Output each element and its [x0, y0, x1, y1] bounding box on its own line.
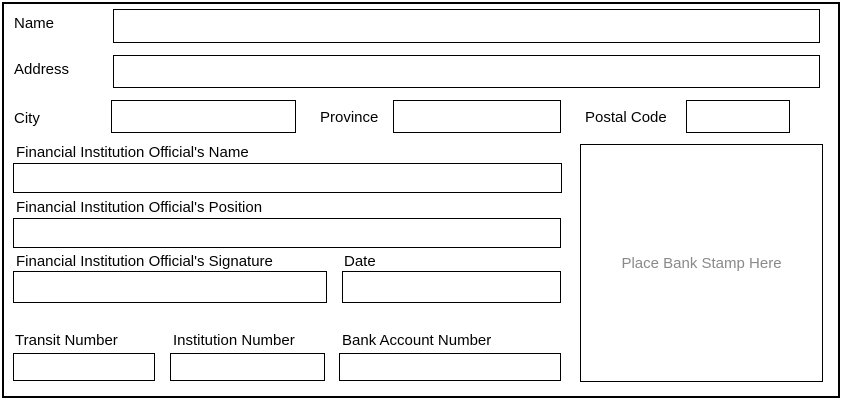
city-label: City	[14, 110, 40, 127]
transit-number-field[interactable]	[13, 353, 155, 381]
stamp-placeholder-text: Place Bank Stamp Here	[621, 254, 782, 272]
postal-code-label: Postal Code	[585, 109, 667, 126]
province-field[interactable]	[393, 100, 561, 133]
postal-code-field[interactable]	[686, 100, 790, 133]
bank-account-number-label: Bank Account Number	[342, 332, 492, 349]
city-field[interactable]	[111, 100, 296, 133]
official-signature-field[interactable]	[13, 271, 327, 303]
official-name-label: Financial Institution Official's Name	[16, 144, 249, 161]
official-position-field[interactable]	[13, 218, 561, 248]
address-label: Address	[14, 61, 70, 78]
institution-number-field[interactable]	[170, 353, 325, 381]
name-label: Name	[14, 15, 55, 32]
date-label: Date	[344, 253, 376, 270]
official-signature-label: Financial Institution Official's Signature	[16, 253, 273, 270]
province-label: Province	[320, 109, 379, 126]
bank-stamp-area	[580, 144, 823, 382]
institution-number-label: Institution Number	[173, 332, 295, 349]
official-position-label: Financial Institution Official's Position	[16, 199, 263, 216]
date-field[interactable]	[342, 271, 561, 303]
address-field[interactable]	[113, 55, 820, 88]
official-name-field[interactable]	[13, 163, 562, 193]
bank-account-number-field[interactable]	[339, 353, 561, 381]
transit-number-label: Transit Number	[15, 332, 118, 349]
name-field[interactable]	[113, 9, 820, 43]
